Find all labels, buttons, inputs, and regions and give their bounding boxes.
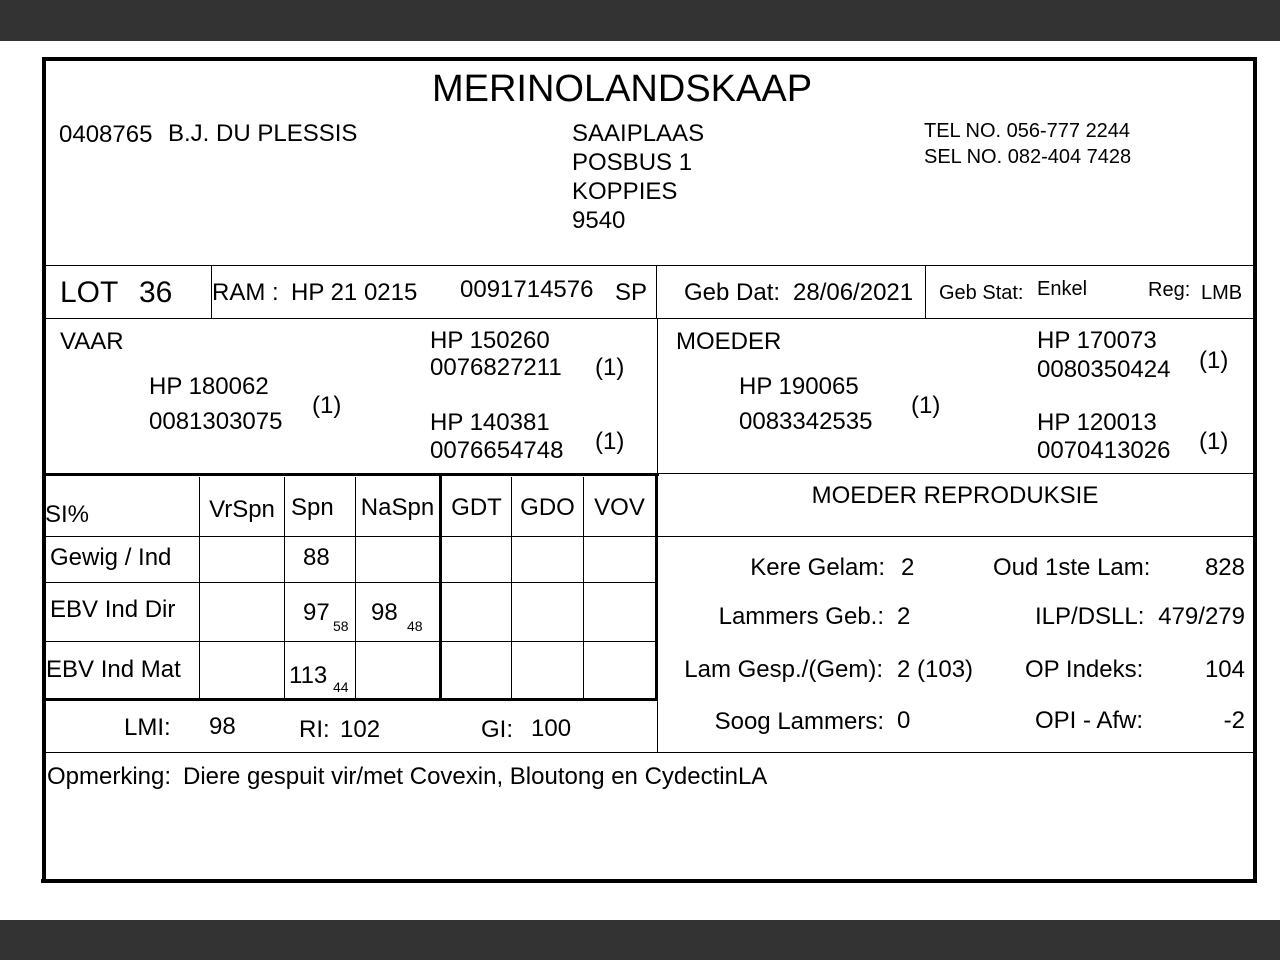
address-line: KOPPIES: [572, 178, 678, 205]
divider-lot-3: [925, 265, 926, 318]
column-header: VOV: [594, 494, 645, 521]
sire-dam-reg: 0076654748: [430, 437, 564, 464]
si-percent-label: SI%: [45, 501, 90, 528]
table-frame-bottom: [44, 698, 658, 701]
divider-lot-2: [656, 265, 657, 318]
dam-id: HP 190065: [739, 373, 859, 400]
table-row-line: [44, 582, 656, 583]
sire-dam-mark: (1): [595, 428, 625, 455]
sire-dam-id: HP 140381: [430, 409, 550, 436]
sire-label: VAAR: [60, 328, 124, 355]
border-right: [1253, 57, 1257, 883]
lmi-label: LMI:: [124, 714, 171, 741]
ram-type: SP: [615, 279, 648, 306]
border-top: [43, 57, 1257, 61]
repro-value: 2 (103): [897, 656, 974, 683]
sire-id: HP 180062: [149, 373, 269, 400]
sire-mark: (1): [312, 392, 342, 419]
reg-label: Reg:: [1148, 279, 1191, 301]
column-header: Spn: [291, 494, 334, 521]
row-label: Gewig / Ind: [50, 544, 172, 571]
lot-label: LOT: [60, 276, 119, 309]
repro-label: OPI - Afw:: [1035, 707, 1144, 734]
reproduction-title: MOEDER REPRODUKSIE: [811, 482, 1099, 509]
repro-value: 2: [901, 554, 915, 581]
table-frame-top: [44, 473, 659, 476]
telephone: TEL NO. 056-777 2244: [924, 120, 1131, 142]
breeder-id: 0408765: [59, 121, 153, 148]
lot-number: 36: [139, 276, 173, 309]
remark-label: Opmerking:: [47, 763, 172, 790]
lmi-value: 98: [209, 713, 236, 740]
birth-status: Enkel: [1037, 278, 1088, 300]
row-label: EBV Ind Dir: [50, 596, 176, 623]
border-left: [42, 57, 46, 882]
cellphone: SEL NO. 082-404 7428: [924, 146, 1132, 168]
dam-label: MOEDER: [676, 328, 782, 355]
spn-accuracy: 58: [333, 618, 349, 634]
dam-dam-id: HP 120013: [1037, 409, 1157, 436]
repro-label: Oud 1ste Lam:: [993, 554, 1151, 581]
naspn-accuracy: 48: [407, 618, 423, 634]
birth-date: 28/06/2021: [793, 279, 914, 306]
address-line: POSBUS 1: [572, 149, 693, 176]
repro-label: Kere Gelam:: [750, 554, 885, 581]
birth-date-label: Geb Dat:: [684, 279, 781, 306]
divider-pedigree-bottom: [658, 473, 1255, 474]
dam-reg: 0083342535: [739, 408, 873, 435]
repro-value: 828: [1204, 554, 1245, 581]
ri-value: 102: [340, 716, 381, 743]
catalogue-card: [0, 41, 1280, 920]
ram-id: HP 21 0215: [291, 279, 418, 306]
gi-label: GI:: [481, 716, 514, 743]
repro-label: Soog Lammers:: [714, 708, 884, 735]
repro-value: 2: [897, 603, 911, 630]
spn-value: 88: [303, 544, 330, 571]
sire-reg: 0081303075: [149, 408, 283, 435]
divider-header: [44, 265, 1255, 266]
ram-registration: 0091714576: [460, 276, 594, 303]
sire-sire-reg: 0076827211: [430, 354, 562, 381]
divider-lot: [44, 318, 1255, 319]
column-header: GDO: [520, 494, 575, 521]
address-line: SAAIPLAAS: [572, 120, 705, 147]
ram-label: RAM :: [212, 279, 279, 306]
border-bottom: [41, 879, 1255, 883]
dam-sire-mark: (1): [1199, 347, 1229, 374]
repro-value: 479/279: [1158, 603, 1245, 630]
dam-dam-mark: (1): [1199, 428, 1229, 455]
column-header: GDT: [451, 494, 502, 521]
dam-mark: (1): [911, 392, 941, 419]
birth-status-label: Geb Stat:: [939, 282, 1024, 304]
table-frame-right: [655, 473, 658, 700]
column-header: NaSpn: [360, 494, 435, 521]
reg-value: LMB: [1201, 282, 1243, 304]
gi-value: 100: [531, 715, 572, 742]
repro-value: 104: [1204, 656, 1245, 683]
repro-value: -2: [1223, 707, 1245, 734]
repro-value: 0: [897, 707, 911, 734]
spn-accuracy: 44: [333, 679, 349, 695]
repro-label: ILP/DSLL:: [1035, 603, 1145, 630]
address-line: 9540: [572, 207, 626, 234]
divider-remark: [44, 752, 1255, 753]
repro-label: Lammers Geb.:: [718, 603, 884, 630]
row-label: EBV Ind Mat: [46, 656, 181, 683]
dam-sire-reg: 0080350424: [1037, 356, 1171, 383]
repro-label: Lam Gesp./(Gem):: [684, 656, 883, 683]
page-title: MERINOLANDSKAAP: [431, 68, 813, 110]
sire-sire-mark: (1): [595, 354, 625, 381]
sire-sire-id: HP 150260: [430, 327, 550, 354]
spn-value: 113: [289, 662, 328, 689]
naspn-value: 98: [371, 599, 398, 626]
table-row-line: [44, 641, 656, 642]
breeder-name: B.J. DU PLESSIS: [168, 120, 358, 147]
remark-text: Diere gespuit vir/met Covexin, Bloutong en CydectinLA: [183, 763, 768, 790]
ri-label: RI:: [299, 716, 330, 743]
spn-value: 97: [303, 599, 330, 626]
table-row-line: [44, 536, 1255, 537]
repro-label: OP Indeks:: [1025, 656, 1144, 683]
column-header: VrSpn: [209, 496, 275, 523]
dam-dam-reg: 0070413026: [1037, 437, 1171, 464]
dam-sire-id: HP 170073: [1037, 327, 1157, 354]
